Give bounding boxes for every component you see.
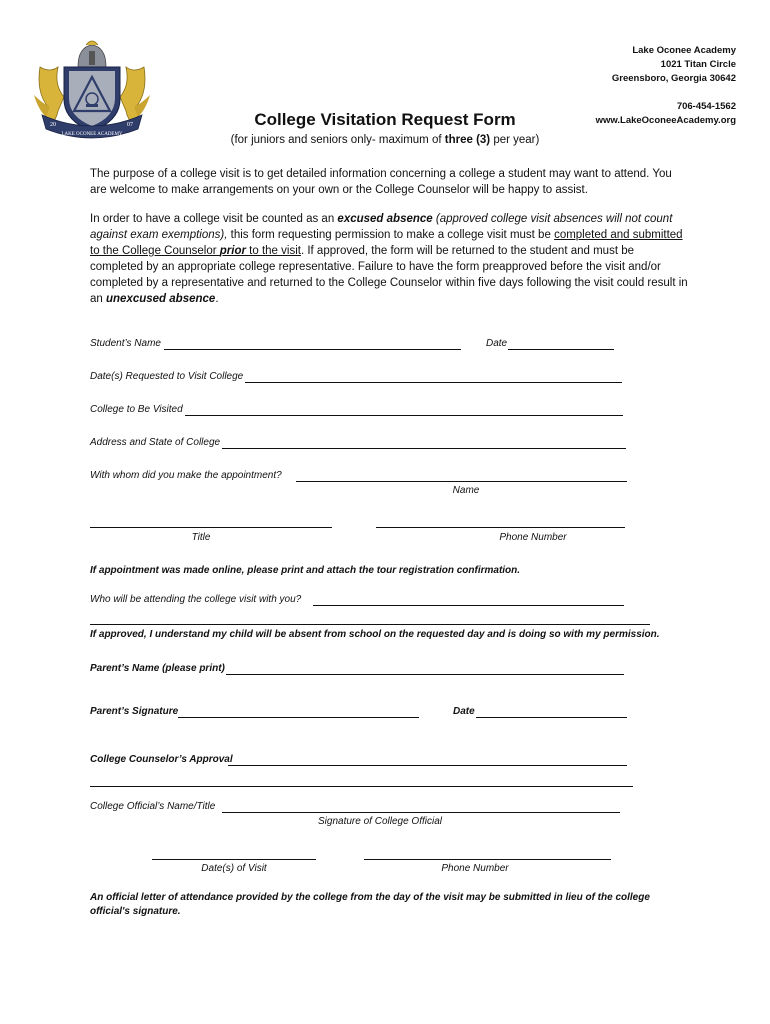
parent-date-label: Date	[453, 706, 475, 717]
school-street: 1021 Titan Circle	[660, 59, 736, 70]
visit-dates-field[interactable]	[152, 859, 316, 860]
crest-year-left: 20	[50, 122, 56, 128]
school-website: www.LakeOconeeAcademy.org	[595, 115, 736, 126]
dates-requested-field[interactable]	[245, 382, 622, 383]
parent-date-field[interactable]	[476, 717, 627, 718]
official-name-label: College Official’s Name/Title	[90, 801, 216, 812]
form-title: College Visitation Request Form	[254, 110, 516, 129]
visit-dates-caption: Date(s) of Visit	[201, 863, 267, 874]
form-subtitle: (for juniors and seniors only- maximum of three (3) per year)	[230, 134, 540, 146]
attending-label: Who will be attending the college visit with you?	[90, 594, 302, 605]
footer-note: An official letter of attendance provided by the college from the day of the visit may be submitted in lieu of the college official's signature.	[90, 892, 650, 917]
appointment-label: With whom did you make the appointment?	[90, 470, 282, 481]
college-label: College to Be Visited	[90, 404, 183, 415]
dates-requested-label: Date(s) Requested to Visit College	[90, 371, 244, 382]
section-divider-1	[90, 624, 650, 625]
appointment-phone-field[interactable]	[376, 527, 625, 528]
school-phone: 706-454-1562	[676, 101, 736, 112]
student-name-label: Student’s Name	[90, 338, 161, 349]
date-label: Date	[486, 338, 508, 349]
title-caption: Title	[191, 532, 211, 543]
intro-paragraph-2: In order to have a college visit be counted as an excused absence (approved college visit absences will not count against exam exemptions), this form requesting permission to make a college visit must be completed and submitted to the College Counselor prior to the visit. If approved, the form will be returned to the student and must be completed by an appropriate college representative. Failure to have the form preapproved before the visit and/or completed by a representative and returned to the College Counselor within five days following the visit could result in an unexcused absence.	[90, 213, 688, 305]
official-phone-caption: Phone Number	[441, 863, 509, 874]
school-city: Greensboro, Georgia 30642	[611, 73, 736, 84]
crest-year-right: 07	[127, 122, 133, 128]
online-note: If appointment was made online, please print and attach the tour registration confirmation.	[90, 565, 521, 576]
official-signature-caption: Signature of College Official	[318, 816, 442, 827]
approval-statement: If approved, I understand my child will be absent from school on the requested day and is doing so with my permission.	[90, 629, 660, 640]
college-address-label: Address and State of College	[90, 437, 221, 448]
parent-name-field[interactable]	[226, 674, 624, 675]
official-phone-field[interactable]	[364, 859, 611, 860]
appointment-name-field[interactable]	[296, 481, 627, 482]
college-field[interactable]	[185, 415, 623, 416]
school-name: Lake Oconee Academy	[632, 45, 736, 56]
appointment-name-caption: Name	[452, 485, 480, 496]
parent-name-label: Parent’s Name (please print)	[90, 663, 225, 674]
date-field[interactable]	[508, 349, 614, 350]
parent-signature-field[interactable]	[178, 717, 419, 718]
student-name-field[interactable]	[164, 349, 461, 350]
parent-signature-label: Parent’s Signature	[90, 706, 179, 717]
college-address-field[interactable]	[222, 448, 626, 449]
counselor-approval-field[interactable]	[228, 765, 627, 766]
phone-caption: Phone Number	[499, 532, 567, 543]
counselor-approval-label: College Counselor’s Approval	[90, 754, 233, 765]
appointment-title-field[interactable]	[90, 527, 332, 528]
official-name-field[interactable]	[222, 812, 620, 813]
section-divider-2	[90, 786, 633, 787]
intro-paragraph-1: The purpose of a college visit is to get detailed information concerning a college a student may want to attend. You are welcome to make arrangements on your own or the College Counselor will be happy to assist.	[90, 168, 672, 196]
attending-field[interactable]	[313, 605, 624, 606]
crest-banner-text: LAKE OCONEE ACADEMY	[61, 132, 123, 137]
